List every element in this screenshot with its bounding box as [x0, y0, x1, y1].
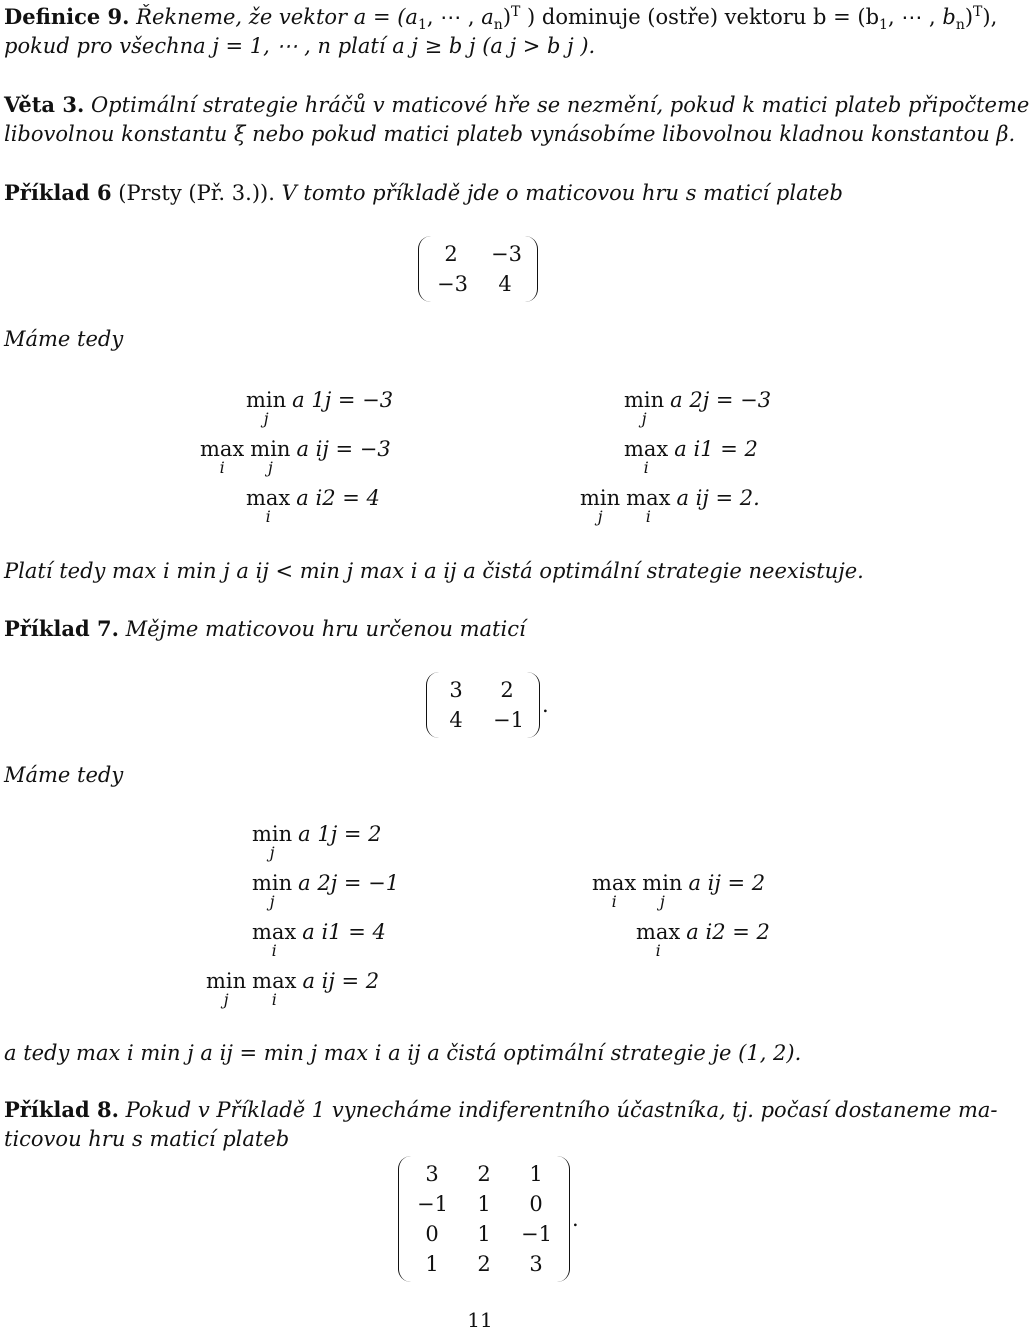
- left-paren: [418, 236, 431, 302]
- example-6-matrix: [418, 236, 538, 302]
- matrix-cell: 3: [529, 1252, 543, 1276]
- definition-9-line-1: Definice 9. Řekneme, že vektor $a = (a_1$, ⋯ , $a_n)^T$ ) dominuje (ostře) vektoru $b = (b_1$, ⋯ , $b_n)^T$),: [4, 4, 998, 34]
- matrix-cell: 3: [449, 678, 463, 702]
- example-8-heading: Příklad 8.: [4, 1097, 119, 1122]
- example-6-intro: [4, 180, 956, 206]
- matrix-cell: 0: [529, 1192, 543, 1216]
- matrix-cell: 1: [477, 1222, 491, 1246]
- matrix-cell: −1: [417, 1192, 448, 1216]
- ex7-eq-max-ai2: max i a i2 = 2: [636, 920, 770, 960]
- theorem-3-line-1: [4, 92, 1029, 118]
- right-paren: [527, 672, 540, 738]
- example-6-mame-tedy: Máme tedy: [4, 327, 124, 351]
- ex6-eq-min-a1j: min j a 1j = −3: [246, 388, 394, 428]
- definition-9-text-b: ) dominuje (ostře) vektoru b = (b: [527, 5, 880, 29]
- matrix-period: .: [542, 693, 549, 717]
- definition-9-heading: Definice 9.: [4, 4, 130, 29]
- ex7-eq-minmax-aij: min j max i a ij = 2: [206, 969, 380, 1009]
- page-number: 11: [467, 1308, 493, 1332]
- matrix-cell: 3: [425, 1162, 439, 1186]
- ex7-eq-min-a1j: min j a 1j = 2: [252, 822, 382, 862]
- ex6-eq-maxmin-aij: max i min j a ij = −3: [200, 437, 391, 477]
- example-6-heading: Příklad 6: [4, 180, 112, 205]
- matrix-cell: −3: [491, 242, 522, 266]
- ex7-eq-max-ai1: max i a i1 = 4: [252, 920, 386, 960]
- ex7-eq-min-a2j: min j a 2j = −1: [252, 871, 400, 911]
- matrix-cell: 1: [529, 1162, 543, 1186]
- matrix-period: .: [572, 1207, 579, 1231]
- definition-9-line-2: pokud pro všechna j = 1, ⋯ , n platí a j ≥ b j (a j > b j ).: [4, 34, 596, 58]
- theorem-3-text-1: Optimální strategie hráčů v maticové hře se nezmění, pokud k matici plateb připočteme: [90, 93, 1029, 117]
- definition-9-text-a: Řekneme, že vektor a = (a: [136, 5, 418, 29]
- ex6-eq-max-ai1: max i a i1 = 2: [624, 437, 758, 477]
- matrix-cell: 1: [477, 1192, 491, 1216]
- matrix-cell: −3: [437, 272, 468, 296]
- example-6-text: V tomto příkladě jde o maticovou hru s maticí plateb: [281, 181, 843, 205]
- example-7-conclusion: a tedy max i min j a ij = min j max i a ij a čistá optimální strategie je (1, 2).: [4, 1041, 802, 1065]
- matrix-cell: −1: [493, 708, 524, 732]
- matrix-cell: 2: [477, 1162, 491, 1186]
- example-8-text-1: Pokud v Příkladě 1 vynecháme indiferentního účastníka, tj. počasí dostaneme ma-: [125, 1098, 998, 1122]
- example-6-conclusion: Platí tedy max i min j a ij < min j max i a ij a čistá optimální strategie neexistuje.: [4, 559, 864, 583]
- theorem-3-line-2: libovolnou konstantu ξ nebo pokud matici plateb vynásobíme libovolnou kladnou konstantou β.: [4, 122, 1016, 146]
- matrix-cell: −1: [521, 1222, 552, 1246]
- example-8-line-1: [4, 1097, 998, 1123]
- definition-9-text-c: ): [982, 5, 991, 29]
- example-7-text: Mějme maticovou hru určenou maticí: [125, 617, 526, 641]
- left-paren: [426, 672, 439, 738]
- example-7-intro: [4, 616, 956, 642]
- matrix-cell: 2: [444, 242, 458, 266]
- right-paren: [557, 1156, 570, 1282]
- example-6-paren: (Prsty (Př. 3.)).: [118, 181, 275, 205]
- right-paren: [525, 236, 538, 302]
- ex6-eq-min-a2j: min j a 2j = −3: [624, 388, 772, 428]
- ex6-eq-minmax-aij: min j max i a ij = 2.: [580, 486, 760, 526]
- matrix-cell: 0: [425, 1222, 439, 1246]
- example-8-matrix: [398, 1156, 579, 1282]
- theorem-3-heading: Věta 3.: [4, 92, 85, 117]
- example-7-mame-tedy: Máme tedy: [4, 763, 124, 787]
- matrix-cell: 4: [449, 708, 463, 732]
- example-8-line-2: ticovou hru s maticí plateb: [4, 1127, 290, 1151]
- matrix-cell: 2: [477, 1252, 491, 1276]
- matrix-cell: 4: [498, 272, 512, 296]
- matrix-cell: 1: [425, 1252, 439, 1276]
- matrix-cell: 2: [500, 678, 514, 702]
- example-7-matrix: [426, 672, 549, 738]
- ex7-eq-maxmin-aij: max i min j a ij = 2: [592, 871, 766, 911]
- ex6-eq-max-ai2: max i a i2 = 4: [246, 486, 380, 526]
- left-paren: [398, 1156, 411, 1282]
- example-7-heading: Příklad 7.: [4, 616, 119, 641]
